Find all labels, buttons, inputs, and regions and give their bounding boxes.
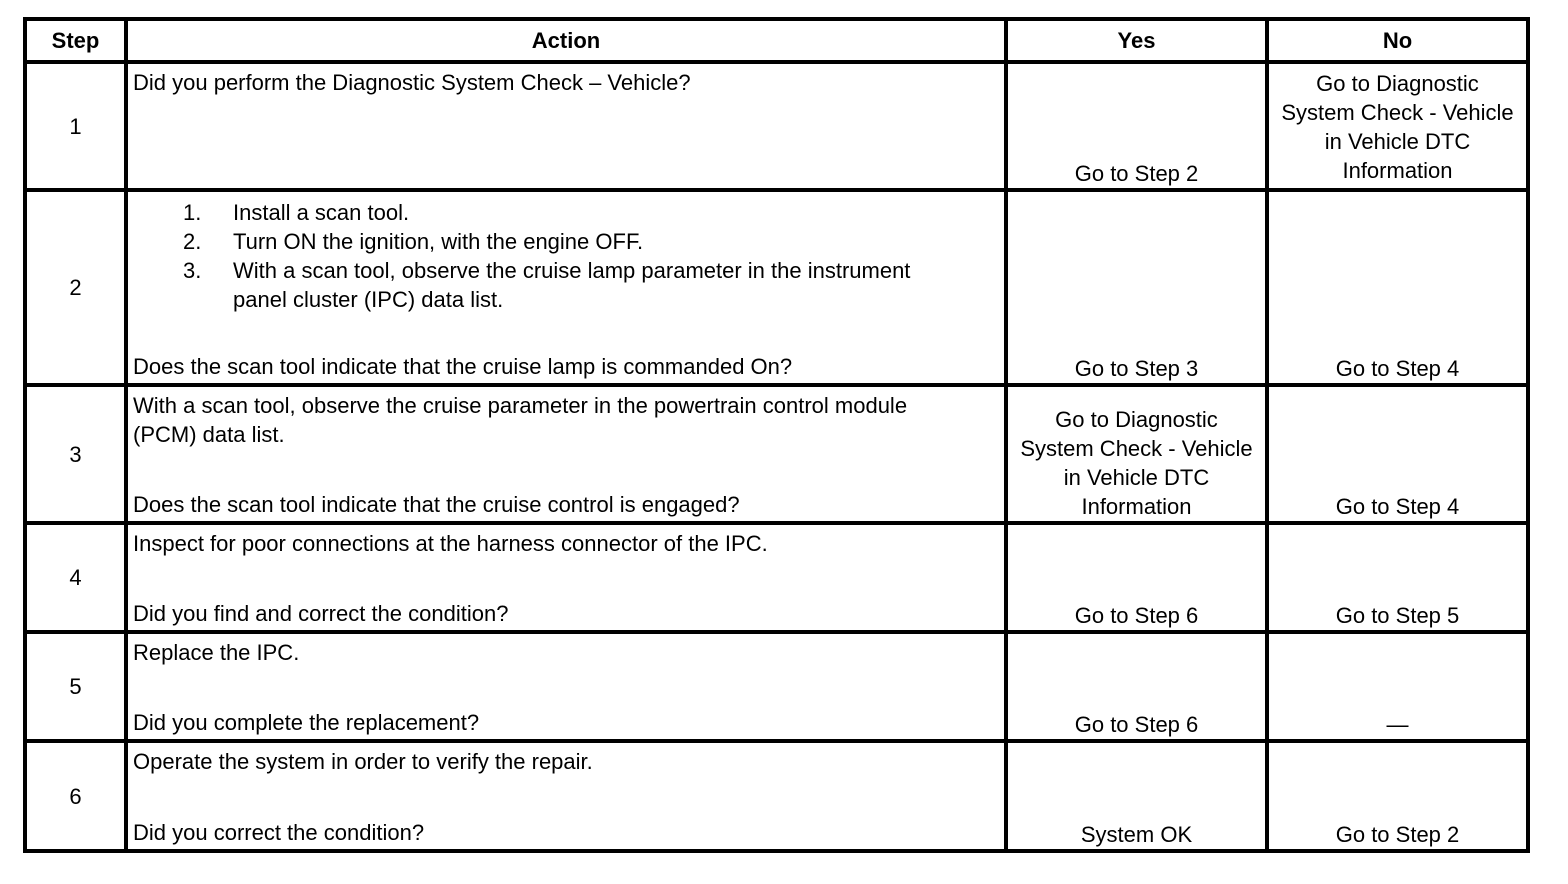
table-row <box>25 632 1528 741</box>
no-cell: Go to Step 4 <box>1267 190 1528 385</box>
action-step-list <box>133 198 998 314</box>
action-text: With a scan tool, observe the cruise parameter in the powertrain control module (PCM) data list. <box>133 393 908 447</box>
action-question: Does the scan tool indicate that the cruise control is engaged? <box>133 492 740 517</box>
step-number: 6 <box>25 741 126 851</box>
step-number: 3 <box>25 385 126 523</box>
yes-cell: Go to Step 6 <box>1006 523 1267 632</box>
action-text: Did you perform the Diagnostic System Check – Vehicle? <box>133 70 691 95</box>
table-row <box>25 385 1528 523</box>
header-row <box>25 19 1528 62</box>
action-cell <box>126 741 1006 851</box>
action-cell <box>126 385 1006 523</box>
no-cell: — <box>1267 632 1528 741</box>
header-step: Step <box>25 19 126 62</box>
step-number: 2 <box>25 190 126 385</box>
no-cell: Go to Step 5 <box>1267 523 1528 632</box>
header-action: Action <box>126 19 1006 62</box>
step-number: 5 <box>25 632 126 741</box>
table-row <box>25 62 1528 190</box>
yes-cell: System OK <box>1006 741 1267 851</box>
diagnostic-table <box>23 17 1530 853</box>
yes-cell: Go to Step 2 <box>1006 62 1267 190</box>
step-number: 4 <box>25 523 126 632</box>
table-row <box>25 741 1528 851</box>
list-number: 2. <box>183 229 202 254</box>
action-text: Inspect for poor connections at the harness connector of the IPC. <box>133 531 768 556</box>
action-question: Does the scan tool indicate that the cruise lamp is commanded On? <box>133 354 793 379</box>
list-text: Install a scan tool. <box>233 200 410 225</box>
header-no: No <box>1267 19 1528 62</box>
action-cell <box>126 62 1006 190</box>
action-text: Operate the system in order to verify the repair. <box>133 749 593 774</box>
action-cell <box>126 632 1006 741</box>
list-item <box>133 227 998 256</box>
table-row <box>25 523 1528 632</box>
list-item <box>133 256 998 314</box>
list-number: 3. <box>183 258 202 283</box>
action-cell <box>126 523 1006 632</box>
list-text: Turn ON the ignition, with the engine OFF. <box>233 229 644 254</box>
list-number: 1. <box>183 200 202 225</box>
action-cell <box>126 190 1006 385</box>
header-yes: Yes <box>1006 19 1267 62</box>
yes-cell: Go to Step 3 <box>1006 190 1267 385</box>
action-question: Did you find and correct the condition? <box>133 601 509 626</box>
step-number: 1 <box>25 62 126 190</box>
list-item <box>133 198 998 227</box>
no-cell: Go to Step 2 <box>1267 741 1528 851</box>
action-question: Did you complete the replacement? <box>133 710 480 735</box>
action-question: Did you correct the condition? <box>133 820 425 845</box>
list-text: With a scan tool, observe the cruise lamp parameter in the instrument panel cluster (IPC) data list. <box>233 258 911 312</box>
table-row <box>25 190 1528 385</box>
yes-cell: Go to Diagnostic System Check - Vehicle in Vehicle DTC Information <box>1006 385 1267 523</box>
no-cell: Go to Diagnostic System Check - Vehicle in Vehicle DTC Information <box>1267 62 1528 190</box>
action-text: Replace the IPC. <box>133 640 300 665</box>
no-cell: Go to Step 4 <box>1267 385 1528 523</box>
yes-cell: Go to Step 6 <box>1006 632 1267 741</box>
